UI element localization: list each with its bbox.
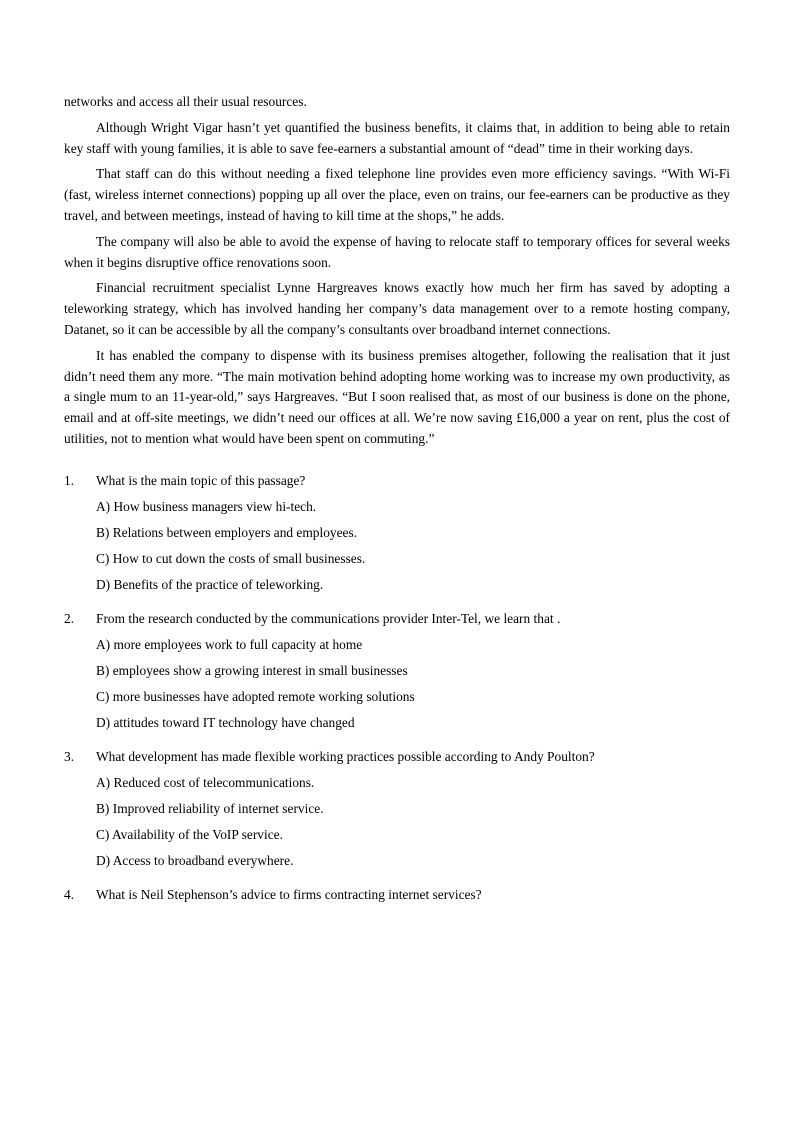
answer-option: C) How to cut down the costs of small businesses. [96, 550, 366, 566]
question-list [64, 471, 730, 905]
question-stem: What is the main topic of this passage? [96, 472, 306, 488]
paragraph: networks and access all their usual resources. [64, 94, 307, 109]
document-page [64, 92, 730, 919]
question-stem: What development has made flexible working practices possible according to Andy Poulton? [96, 748, 595, 764]
question-stem: What is Neil Stephenson’s advice to firms contracting internet services? [96, 886, 482, 902]
question [64, 885, 730, 905]
question-number: 1. [64, 472, 75, 488]
answer-option: A) Reduced cost of telecommunications. [96, 774, 315, 790]
paragraph: It has enabled the company to dispense with its business premises altogether, following the realisation that it just didn’t need them any more. “The main motivation behind adopting home working was to increase my own productivity, as a single mum to an 11-year-old,” says Hargreaves. “But I soon realised that, as most of our business is done on the phone, email and at off-site meetings, we didn’t need our offices at all. We’re now saving £16,000 a year on rent, plus the cost of utilities, not to mention what would have been spent on commuting.” [64, 347, 730, 446]
answer-option: D) Benefits of the practice of teleworking. [96, 576, 324, 592]
paragraph: The company will also be able to avoid the expense of having to relocate staff to temporary offices for several weeks when it begins disruptive office renovations soon. [64, 233, 730, 270]
answer-option: C) Availability of the VoIP service. [96, 826, 283, 842]
paragraph: That staff can do this without needing a fixed telephone line provides even more efficiency savings. “With Wi-Fi (fast, wireless internet connections) popping up all over the place, even on trains, our fee-earners can be productive as they travel, and between meetings, instead of having to kill time at the shops,” he adds. [64, 166, 730, 223]
passage [64, 92, 730, 450]
question-stem: From the research conducted by the communications provider Inter-Tel, we learn that . [96, 610, 561, 626]
question [64, 471, 730, 595]
answer-option: A) more employees work to full capacity at home [96, 636, 363, 652]
question-number: 3. [64, 748, 75, 764]
paragraph: Although Wright Vigar hasn’t yet quantified the business benefits, it claims that, in addition to being able to retain key staff with young families, it is able to save fee-earners a substantial amount of “dead” time in their working days. [64, 119, 730, 156]
question-number: 4. [64, 886, 75, 902]
paragraph: Financial recruitment specialist Lynne Hargreaves knows exactly how much her firm has saved by adopting a teleworking strategy, which has involved handing her company’s data management over to a remote hosting company, Datanet, so it can be accessible by all the company’s consultants over broadband internet connections. [64, 280, 730, 337]
answer-option: B) Improved reliability of internet service. [96, 800, 324, 816]
answer-option: D) Access to broadband everywhere. [96, 852, 294, 868]
answer-option: D) attitudes toward IT technology have changed [96, 714, 355, 730]
answer-option: B) Relations between employers and employees. [96, 524, 358, 540]
question [64, 609, 730, 733]
answer-option: A) How business managers view hi-tech. [96, 498, 317, 514]
answer-option: B) employees show a growing interest in small businesses [96, 662, 408, 678]
answer-option: C) more businesses have adopted remote working solutions [96, 688, 415, 704]
question-number: 2. [64, 610, 75, 626]
question [64, 747, 730, 871]
